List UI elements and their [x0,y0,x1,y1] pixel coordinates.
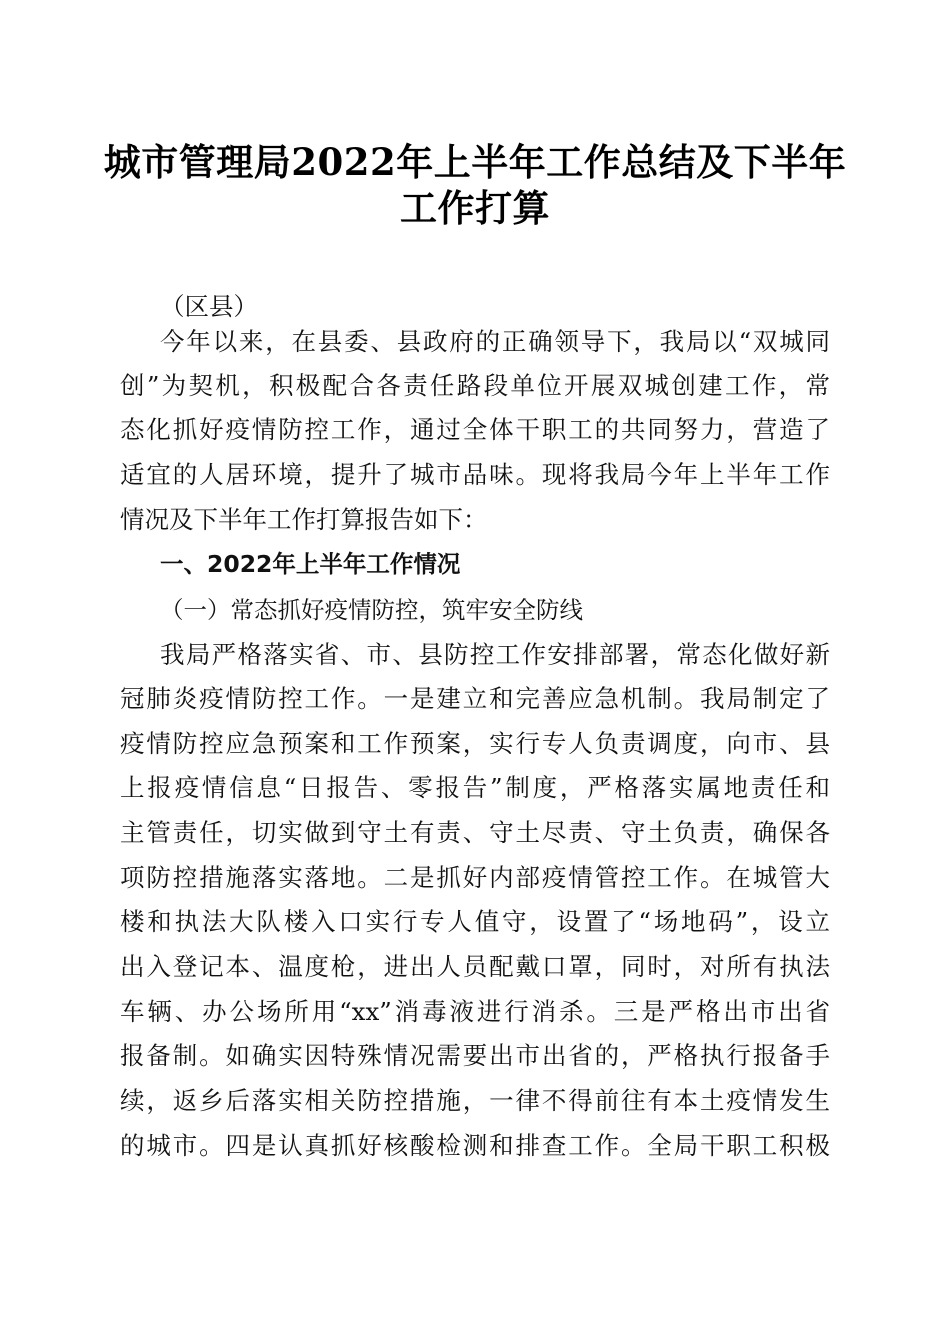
section-heading: 一、2022年上半年工作情况 [160,550,461,578]
subsection-heading: （一）常态抓好疫情防控，筑牢安全防线 [160,596,583,624]
body-line: 我局严格落实省、市、县防控工作安排部署，常态化做好新 [160,640,830,669]
body-line: 报备制。如确实因特殊情况需要出市出省的，严格执行报备手 [120,1041,830,1070]
body-line: 主管责任，切实做到守土有责、守土尽责、守土负责，确保各 [120,818,830,847]
document-title-line-1: 城市管理局2022年上半年工作总结及下半年 [103,140,847,184]
body-line: 项防控措施落实落地。二是抓好内部疫情管控工作。在城管大 [120,863,830,892]
intro-line: 今年以来，在县委、县政府的正确领导下，我局以“双城同 [160,327,830,356]
intro-line: 创”为契机，积极配合各责任路段单位开展双城创建工作，常 [120,371,830,400]
body-line: 的城市。四是认真抓好核酸检测和排查工作。全局干职工积极 [120,1131,830,1160]
document-title-line-2: 工作打算 [400,186,550,230]
body-line: 续，返乡后落实相关防控措施，一律不得前往有本土疫情发生 [120,1086,830,1115]
body-line: 上报疫情信息“日报告、零报告”制度，严格落实属地责任和 [120,773,830,802]
intro-line: 态化抓好疫情防控工作，通过全体干职工的共同努力，营造了 [120,415,830,444]
body-line: 楼和执法大队楼入口实行专人值守，设置了“场地码”，设立 [120,907,830,936]
body-line: 疫情防控应急预案和工作预案，实行专人负责调度，向市、县 [120,729,830,758]
intro-line: 情况及下半年工作打算报告如下： [120,505,488,534]
body-line: 冠肺炎疫情防控工作。一是建立和完善应急机制。我局制定了 [120,684,830,713]
body-line: 出入登记本、温度枪，进出人员配戴口罩，同时，对所有执法 [120,952,830,981]
region-label: （区县） [160,292,258,321]
body-line: 车辆、办公场所用“xx”消毒液进行消杀。三是严格出市出省 [120,997,830,1026]
intro-line: 适宜的人居环境，提升了城市品味。现将我局今年上半年工作 [120,460,830,489]
